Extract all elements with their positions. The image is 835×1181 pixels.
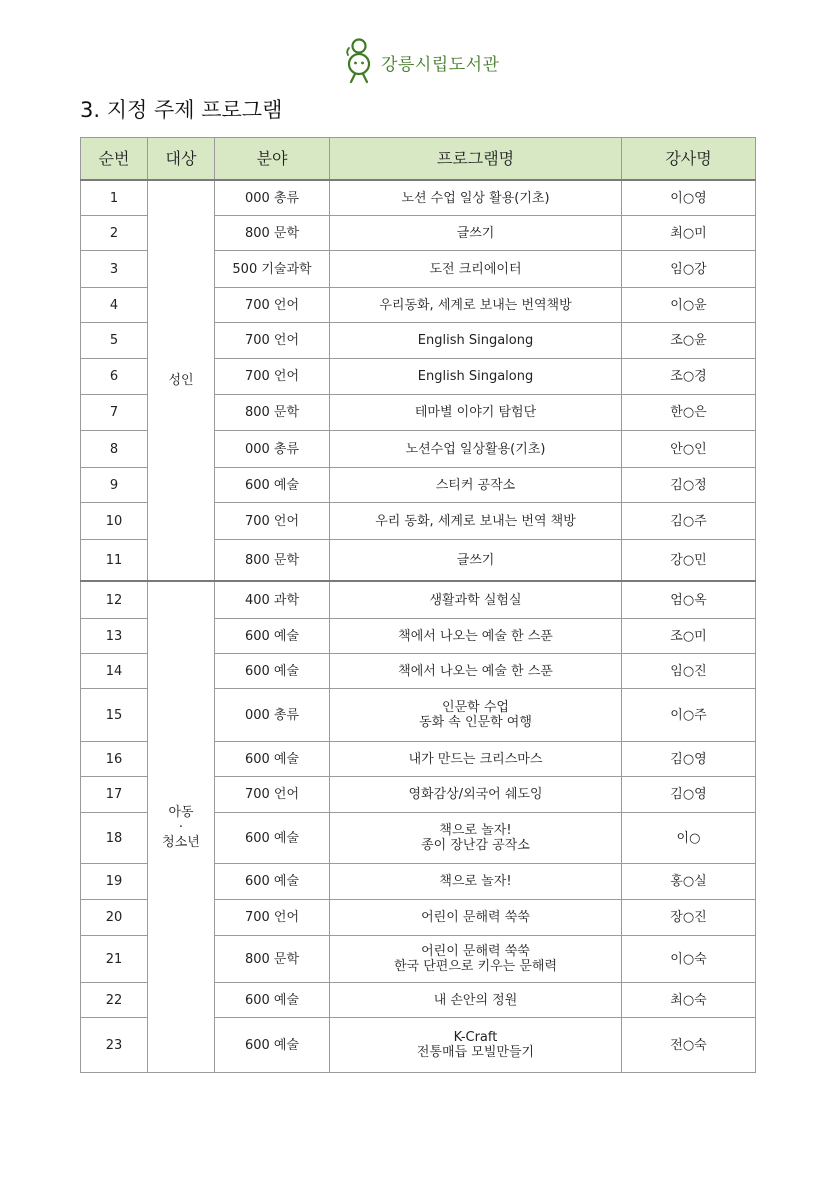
field-cell: 700 언어 — [215, 503, 330, 540]
field-cell: 000 총류 — [215, 689, 330, 742]
program-name-cell — [330, 813, 622, 864]
program-name-line: 동화 속 인문학 여행 — [419, 715, 532, 730]
instructor-cell: 홍○실 — [622, 864, 756, 900]
instructor-cell: 이○윤 — [622, 288, 756, 323]
field-cell: 500 기술과학 — [215, 251, 330, 288]
row-number: 17 — [81, 777, 148, 813]
program-name-line: 책에서 나오는 예술 한 스푼 — [398, 663, 553, 679]
table-body — [81, 180, 756, 1073]
field-cell: 700 언어 — [215, 777, 330, 813]
field-cell: 800 문학 — [215, 540, 330, 582]
program-name-cell — [330, 900, 622, 936]
program-name-cell — [330, 936, 622, 983]
program-name-cell — [330, 689, 622, 742]
column-header: 프로그램명 — [330, 138, 622, 181]
program-name-line: 전통매듭 모빌만들기 — [416, 1045, 535, 1060]
program-name-cell — [330, 742, 622, 777]
program-name-cell — [330, 864, 622, 900]
instructor-cell: 최○숙 — [622, 983, 756, 1018]
program-name-line: 책으로 놀자! — [439, 874, 512, 889]
row-number: 12 — [81, 581, 148, 619]
program-name-line: 우리동화, 세계로 보내는 번역책방 — [379, 297, 572, 313]
row-number: 7 — [81, 395, 148, 431]
program-name-line: 우리 동화, 세계로 보내는 번역 책방 — [375, 513, 576, 529]
field-cell: 600 예술 — [215, 468, 330, 503]
row-number: 6 — [81, 359, 148, 395]
field-cell: 600 예술 — [215, 1018, 330, 1073]
field-cell: 400 과학 — [215, 581, 330, 619]
program-table — [80, 137, 756, 1073]
field-cell: 700 언어 — [215, 900, 330, 936]
program-name-cell — [330, 216, 622, 251]
program-name-line: 내가 만드는 크리스마스 — [408, 751, 543, 767]
column-header: 순번 — [81, 138, 148, 181]
field-cell: 700 언어 — [215, 288, 330, 323]
row-number: 5 — [81, 323, 148, 359]
instructor-cell: 강○민 — [622, 540, 756, 582]
row-number: 19 — [81, 864, 148, 900]
table-header-row — [81, 138, 756, 181]
program-name-line: 인문학 수업 — [442, 700, 509, 715]
program-name-line: 어린이 문해력 쑥쑥 — [421, 910, 530, 925]
section-title: 3. 지정 주제 프로그램 — [80, 98, 283, 122]
program-name-line: English Singalong — [417, 333, 534, 348]
program-name-line: 종이 장난감 공작소 — [421, 838, 530, 853]
program-name-cell — [330, 323, 622, 359]
program-name-cell — [330, 654, 622, 689]
table-row — [81, 581, 756, 619]
column-header: 강사명 — [622, 138, 756, 181]
field-cell: 600 예술 — [215, 813, 330, 864]
target-label-line: · — [178, 819, 184, 835]
program-name-line: 노션수업 일상활용(기초) — [405, 441, 546, 457]
instructor-cell: 김○주 — [622, 503, 756, 540]
program-name-cell — [330, 619, 622, 654]
instructor-cell: 임○강 — [622, 251, 756, 288]
row-number: 15 — [81, 689, 148, 742]
target-label-line: 청소년 — [162, 834, 200, 850]
row-number: 9 — [81, 468, 148, 503]
field-cell: 000 총류 — [215, 431, 330, 468]
program-name-line: 내 손안의 정원 — [433, 992, 518, 1008]
program-name-cell — [330, 431, 622, 468]
logo-text: 강릉시립도서관 — [381, 54, 500, 75]
field-cell: 000 총류 — [215, 180, 330, 216]
program-name-cell — [330, 503, 622, 540]
program-name-cell — [330, 468, 622, 503]
program-name-cell — [330, 288, 622, 323]
target-group — [148, 581, 215, 1073]
field-cell: 800 문학 — [215, 395, 330, 431]
program-name-line: 생활과학 실험실 — [429, 592, 522, 608]
library-mascot-icon — [345, 37, 373, 87]
program-name-line: 도전 크리에이터 — [429, 261, 522, 277]
field-cell: 800 문학 — [215, 936, 330, 983]
program-name-line: 노션 수업 일상 활용(기초) — [401, 190, 550, 206]
instructor-cell: 전○숙 — [622, 1018, 756, 1073]
row-number: 18 — [81, 813, 148, 864]
instructor-cell: 김○영 — [622, 742, 756, 777]
instructor-cell: 한○은 — [622, 395, 756, 431]
instructor-cell: 김○정 — [622, 468, 756, 503]
program-name-cell — [330, 581, 622, 619]
library-logo — [345, 36, 499, 88]
column-header: 대상 — [148, 138, 215, 181]
instructor-cell: 이○숙 — [622, 936, 756, 983]
instructor-cell: 이○주 — [622, 689, 756, 742]
row-number: 21 — [81, 936, 148, 983]
program-name-cell — [330, 777, 622, 813]
row-number: 16 — [81, 742, 148, 777]
program-name-cell — [330, 251, 622, 288]
row-number: 14 — [81, 654, 148, 689]
target-group: 성인 — [148, 180, 215, 581]
row-number: 3 — [81, 251, 148, 288]
program-name-line: 책으로 놀자! — [439, 823, 512, 838]
program-name-line: 스티커 공작소 — [435, 477, 516, 493]
row-number: 20 — [81, 900, 148, 936]
program-name-line: English Singalong — [417, 369, 534, 384]
target-label-line: 아동 — [168, 804, 194, 820]
program-name-line: K-Craft — [453, 1030, 498, 1045]
row-number: 11 — [81, 540, 148, 582]
program-name-cell — [330, 540, 622, 582]
program-name-line: 글쓰기 — [456, 225, 495, 241]
program-name-line: 글쓰기 — [456, 552, 495, 568]
field-cell: 600 예술 — [215, 742, 330, 777]
field-cell: 700 언어 — [215, 323, 330, 359]
field-cell: 600 예술 — [215, 864, 330, 900]
program-name-line: 테마별 이야기 탐험단 — [414, 405, 537, 420]
field-cell: 700 언어 — [215, 359, 330, 395]
instructor-cell: 이○영 — [622, 180, 756, 216]
column-header: 분야 — [215, 138, 330, 181]
program-name-line: 어린이 문해력 쑥쑥 — [421, 944, 530, 959]
row-number: 23 — [81, 1018, 148, 1073]
instructor-cell: 이○ — [622, 813, 756, 864]
row-number: 10 — [81, 503, 148, 540]
row-number: 1 — [81, 180, 148, 216]
row-number: 2 — [81, 216, 148, 251]
row-number: 22 — [81, 983, 148, 1018]
instructor-cell: 조○경 — [622, 359, 756, 395]
instructor-cell: 최○미 — [622, 216, 756, 251]
program-name-cell — [330, 395, 622, 431]
instructor-cell: 엄○옥 — [622, 581, 756, 619]
instructor-cell: 임○진 — [622, 654, 756, 689]
field-cell: 600 예술 — [215, 983, 330, 1018]
program-name-line: 책에서 나오는 예술 한 스푼 — [398, 628, 553, 644]
field-cell: 800 문학 — [215, 216, 330, 251]
instructor-cell: 김○영 — [622, 777, 756, 813]
field-cell: 600 예술 — [215, 654, 330, 689]
program-name-line: 영화감상/외국어 쉐도잉 — [408, 787, 543, 802]
program-name-cell — [330, 983, 622, 1018]
program-name-line: 한국 단편으로 키우는 문해력 — [393, 959, 558, 974]
program-name-cell — [330, 359, 622, 395]
field-cell: 600 예술 — [215, 619, 330, 654]
table-row — [81, 180, 756, 216]
instructor-cell: 안○인 — [622, 431, 756, 468]
row-number: 13 — [81, 619, 148, 654]
instructor-cell: 조○윤 — [622, 323, 756, 359]
row-number: 4 — [81, 288, 148, 323]
row-number: 8 — [81, 431, 148, 468]
program-name-cell — [330, 1018, 622, 1073]
instructor-cell: 조○미 — [622, 619, 756, 654]
instructor-cell: 장○진 — [622, 900, 756, 936]
program-name-cell — [330, 180, 622, 216]
